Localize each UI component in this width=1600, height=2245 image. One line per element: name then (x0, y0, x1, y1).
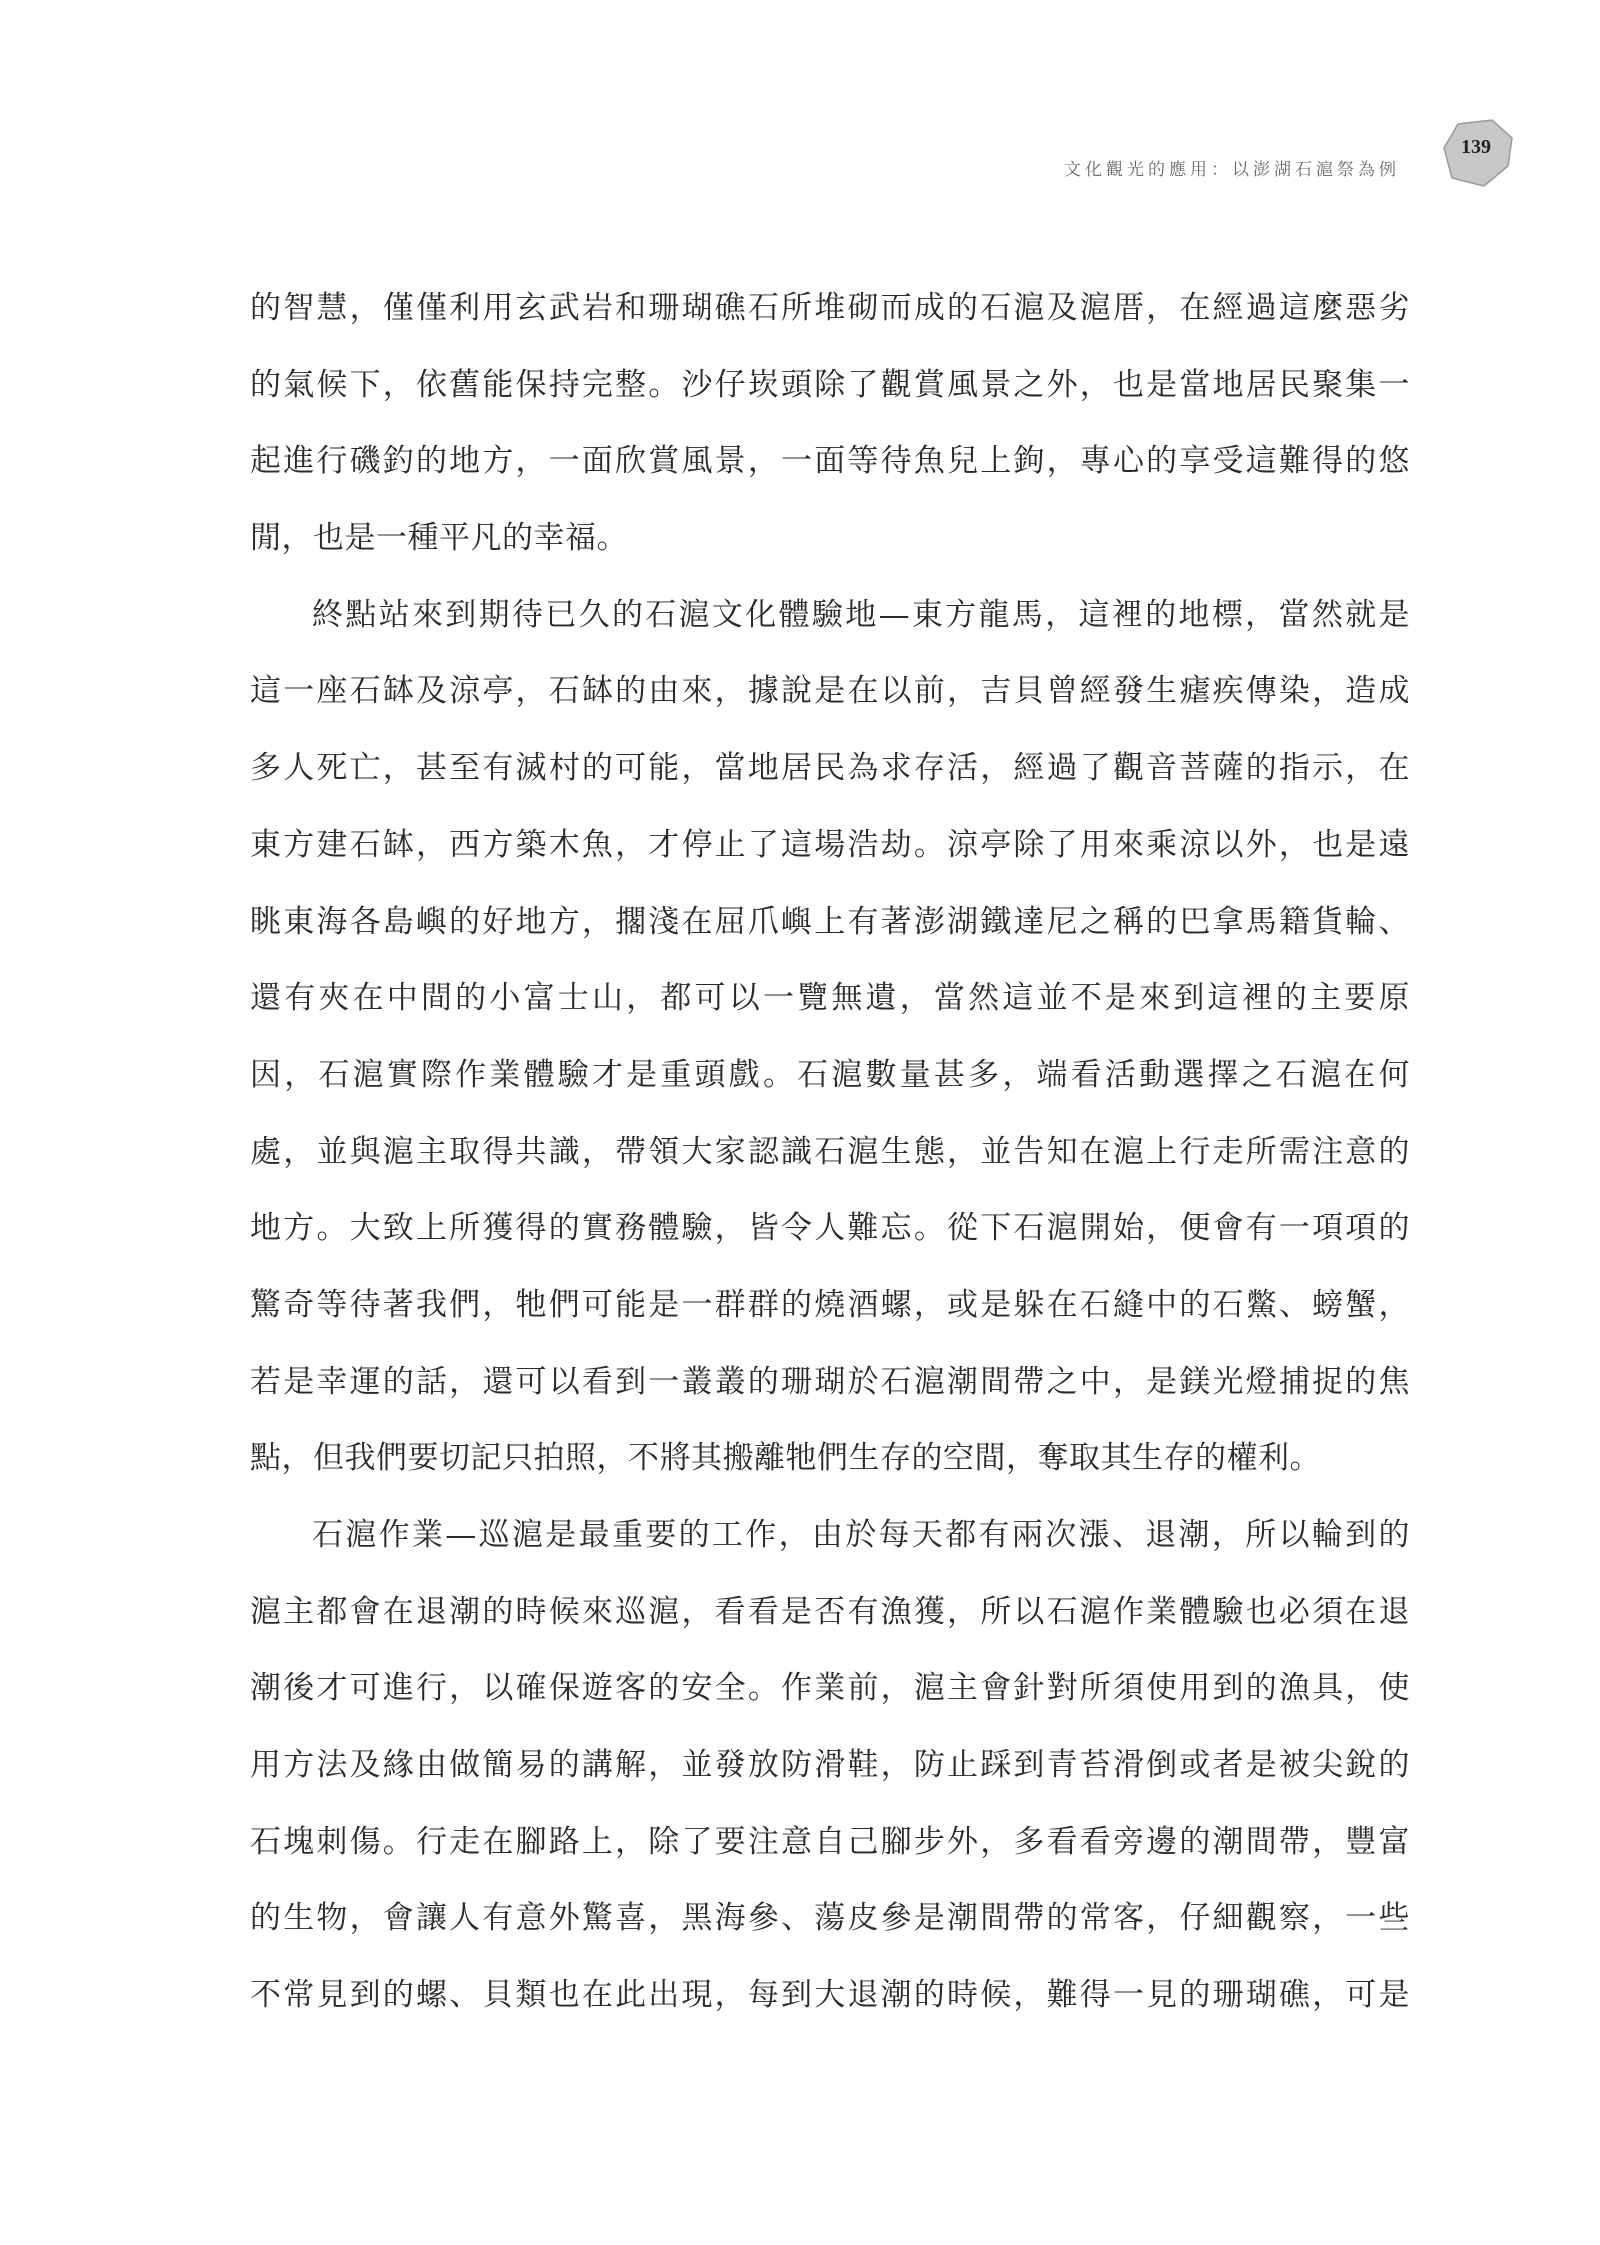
text-line: 眺東海各島嶼的好地方，擱淺在屈爪嶼上有著澎湖鐵達尼之稱的巴拿馬籍貨輪、 (250, 903, 1410, 940)
running-header-title: 文化觀光的應用：以澎湖石滬祭為例 (1064, 160, 1400, 180)
text-line: 的氣候下，依舊能保持完整。沙仔崁頭除了觀賞風景之外，也是當地居民聚集一 (250, 366, 1410, 403)
text-line: 點，但我們要切記只拍照，不將其搬離牠們生存的空間，奪取其生存的權利。 (250, 1440, 1321, 1477)
text-line: 的生物，會讓人有意外驚喜，黑海參、蕩皮參是潮間帶的常客，仔細觀察，一些 (250, 1900, 1410, 1937)
paragraph-first-line: 石滬作業—巡滬是最重要的工作，由於每天都有兩次漲、退潮，所以輪到的 (312, 1517, 1410, 1553)
text-line: 多人死亡，甚至有滅村的可能，當地居民為求存活，經過了觀音菩薩的指示，在 (250, 750, 1410, 787)
body-text-block (250, 270, 1410, 2034)
text-line: 不常見到的螺、貝類也在此出現，每到大退潮的時候，難得一見的珊瑚礁，可是 (250, 1977, 1410, 2014)
paragraph-first-line: 終點站來到期待已久的石滬文化體驗地—東方龍馬，這裡的地標，當然就是 (312, 596, 1410, 633)
page-number: 139 (1461, 136, 1491, 158)
text-line: 的智慧，僅僅利用玄武岩和珊瑚礁石所堆砌而成的石滬及滬厝，在經過這麼惡劣 (250, 290, 1410, 326)
text-line: 地方。大致上所獲得的實務體驗，皆令人難忘。從下石滬開始，便會有一項項的 (250, 1210, 1410, 1247)
text-line: 閒，也是一種平凡的幸福。 (250, 520, 628, 557)
text-line: 用方法及緣由做簡易的講解，並發放防滑鞋，防止踩到青苔滑倒或者是被尖銳的 (250, 1747, 1410, 1784)
text-line: 驚奇等待著我們，牠們可能是一群群的燒酒螺，或是躲在石縫中的石鱉、螃蟹， (250, 1286, 1410, 1323)
text-line: 滬主都會在退潮的時候來巡滬，看看是否有漁獲，所以石滬作業體驗也必須在退 (250, 1593, 1410, 1630)
text-line: 起進行磯釣的地方，一面欣賞風景，一面等待魚兒上鉤，專心的享受這難得的悠 (250, 443, 1410, 480)
text-line: 若是幸運的話，還可以看到一叢叢的珊瑚於石滬潮間帶之中，是鎂光燈捕捉的焦 (250, 1363, 1410, 1400)
text-line: 東方建石缽，西方築木魚，才停止了這場浩劫。涼亭除了用來乘涼以外，也是遠 (250, 826, 1410, 863)
text-line: 潮後才可進行，以確保遊客的安全。作業前，滬主會針對所須使用到的漁具，使 (250, 1670, 1410, 1707)
page-number-badge (1436, 118, 1516, 190)
text-line: 因，石滬實際作業體驗才是重頭戲。石滬數量甚多，端看活動選擇之石滬在何 (250, 1056, 1410, 1093)
text-line: 石塊刺傷。行走在腳路上，除了要注意自己腳步外，多看看旁邊的潮間帶，豐富 (250, 1823, 1410, 1860)
text-line: 這一座石缽及涼亭，石缽的由來，據說是在以前，吉貝曾經發生瘧疾傳染，造成 (250, 673, 1410, 710)
text-line: 還有夾在中間的小富士山，都可以一覽無遺，當然這並不是來到這裡的主要原 (250, 980, 1410, 1017)
text-line: 處，並與滬主取得共識，帶領大家認識石滬生態，並告知在滬上行走所需注意的 (250, 1133, 1410, 1170)
